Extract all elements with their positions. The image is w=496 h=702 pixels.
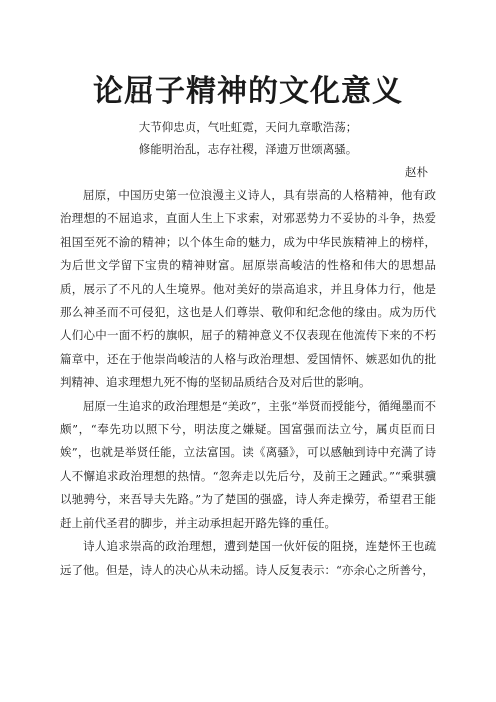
body-paragraph-3: 诗人追求崇高的政治理想，遭到楚国一伙奸佞的阻挠，连楚怀王也疏远了他。但是，诗人的决心从未动摇。诗人反复表示：“亦余心之所善兮，	[60, 539, 436, 577]
document-title: 论屈子精神的文化意义	[93, 74, 403, 109]
body-paragraph-1: 屈原，中国历史第一位浪漫主义诗人，具有崇高的人格精神，他有政治理想的不屈追求，直面人生上下求索，对邪恶势力不妥协的斗争，热爱祖国至死不渝的精神；以个体生命的魅力，成为中华民族精神上的榜样，为后世文学留下宝贵的精神财富。屈原崇高峻洁的性格和伟大的思想品质，展示了不凡的人生境界。他对美好的崇高追求，并且身体力行，他是那么神圣而不可侵犯，这也是人们尊崇、敬仰和纪念他的缘由。成为历代人们心中一面不朽的旗帜，屈子的精神意义不仅表现在他流传下来的不朽篇章中，还在于他崇尚峻洁的人格与政治理想、爱国情怀、嫉恶如仇的批判精神、追求理想九死不悔的坚韧品质结合及对后世的影响。	[60, 188, 436, 390]
body-paragraph-2: 屈原一生追求的政治理想是“美政”，主张“举贤而授能兮，循绳墨而不颇”，“奉先功以照下兮，明法度之嫌疑。国富强而法立兮，属贞臣而日娭”，也就是举贤任能，立法富国。读《离骚》，可以感触到诗中充满了诗人不懈追求政治理想的热情。“忽奔走以先后兮，及前王之踵武。”“乘骐骥以驰骋兮，来吾导夫先路。”为了楚国的强盛，诗人奔走操劳，希望君王能赶上前代圣君的脚步，并主动承担起开路先锋的重任。	[60, 398, 436, 530]
verse-line-2: 修能明治乱，志存社稷，泽遗万世颂离骚。	[138, 142, 358, 156]
author-name: 赵朴	[405, 165, 428, 179]
verse-line-1: 大节仰忠贞，气吐虹霓，天问九章歌浩荡；	[138, 120, 358, 134]
